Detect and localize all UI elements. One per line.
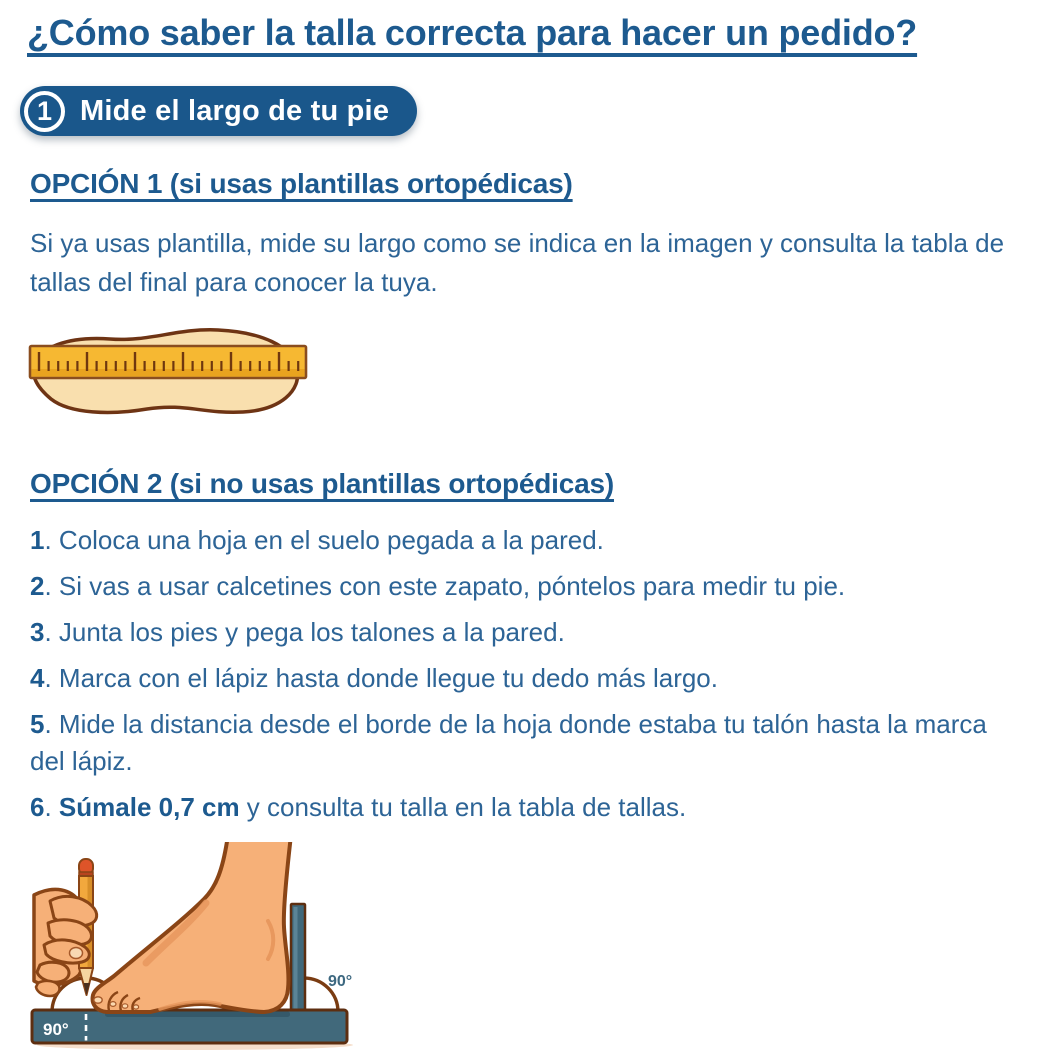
foot-shape [93, 842, 291, 1012]
ruler-icon [30, 346, 306, 378]
insole-ruler-illustration [25, 316, 325, 436]
option1-heading: OPCIÓN 1 (si usas plantillas ortopédicas) [30, 168, 573, 199]
wall-angle-label: 90° [328, 973, 353, 990]
step-number-circle [24, 91, 65, 132]
wall-block [291, 904, 305, 1016]
option2-heading: OPCIÓN 2 (si no usas plantillas ortopédicas) [30, 468, 614, 499]
section-option2 [0, 468, 1048, 1050]
foot-measurement-illustration [10, 842, 385, 1050]
option1-body: Si ya usas plantilla, mide su largo como se indica en la imagen y consulta la tabla de tallas del final para conocer la tuya. [30, 228, 1005, 297]
floor-board [32, 1010, 347, 1043]
section-option1 [0, 168, 1048, 436]
step-badge-label: Mide el largo de tu pie [80, 94, 390, 127]
step-item-1: 1. Coloca una hoja en el suelo pegada a la pared. [30, 525, 604, 555]
steps-list [30, 522, 1018, 826]
page-title: ¿Cómo saber la talla correcta para hacer un pedido? [27, 12, 918, 53]
step-item-3: 3. Junta los pies y pega los talones a la pared. [30, 617, 565, 647]
step-item-5: 5. Mide la distancia desde el borde de la hoja donde estaba tu talón hasta la marca del lápiz. [30, 709, 987, 776]
step-item-4: 4. Marca con el lápiz hasta donde llegue tu dedo más largo. [30, 663, 718, 693]
step-badge [20, 86, 417, 136]
floor-angle-label: 90° [43, 1020, 69, 1039]
step-item-2: 2. Si vas a usar calcetines con este zapato, póntelos para medir tu pie. [30, 571, 846, 601]
step-item-6: 6. Súmale 0,7 cm y consulta tu talla en la tabla de tallas. [30, 792, 687, 822]
step-number: 1 [36, 95, 53, 126]
